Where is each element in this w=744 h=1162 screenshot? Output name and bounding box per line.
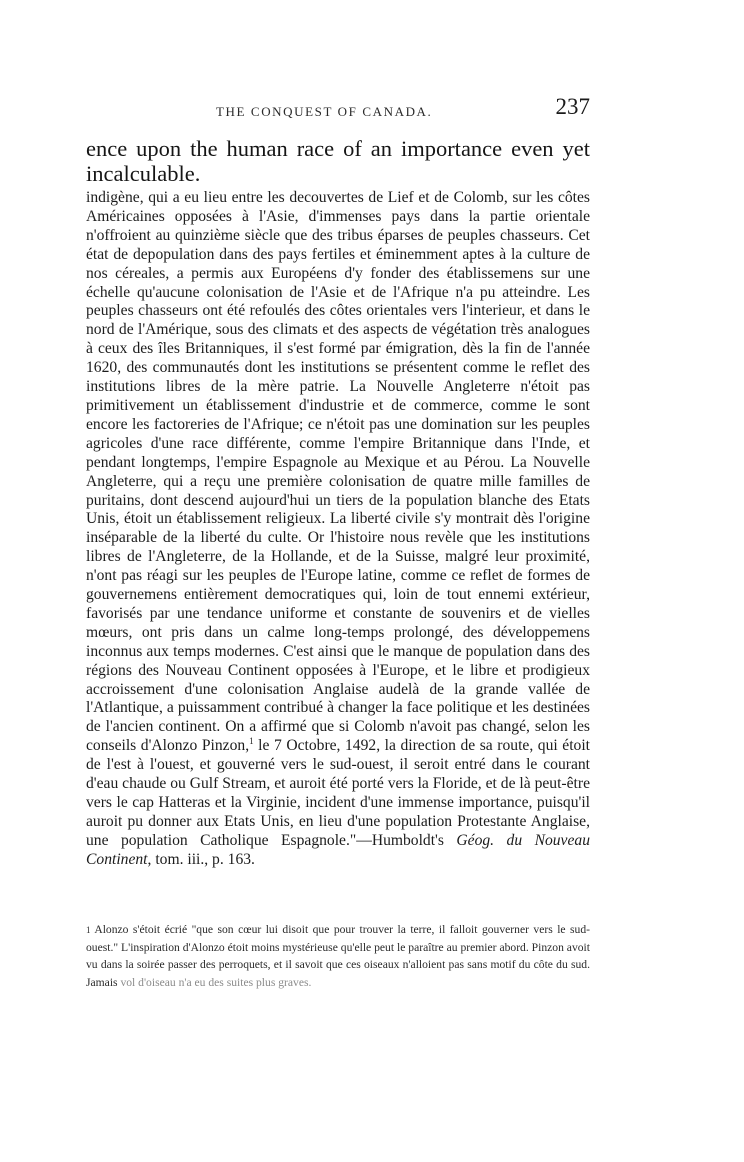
footnote-faded-line: vol d'oiseau n'a eu des suites plus graves.	[120, 975, 312, 989]
cited-work-title: Géog. du Nouveau Continent	[86, 831, 590, 868]
running-head	[86, 94, 590, 124]
running-title: THE CONQUEST OF CANADA.	[216, 104, 433, 119]
footnote	[86, 921, 590, 991]
footnote-marker: 1	[86, 925, 91, 935]
citation-tail: , tom. iii., p. 163.	[147, 850, 255, 868]
footnote-text: Alonzo s'étoit écrié "que son cœur lui disoit que pour trouver la terre, il falloit gouverner vers le sud-ouest." L'inspiration d'Alonzo étoit moins mystérieuse qu'elle peut le paraître au premier abord. Pinzon avoit vu dans la soirée passer des perroquets, et il savoit que ces oiseaux n'alloient pas sans motif du côte du sud. Jamais	[86, 923, 590, 989]
quoted-passage	[86, 189, 590, 870]
quote-text-part-1: indigène, qui a eu lieu entre les decouvertes de Lief et de Colomb, sur les côtes Américaines opposées à l'Asie, d'immenses pays dans la partie orientale n'offroient au quinzième siècle que des tribus éparses de peuples chasseurs. Cet état de depopulation dans des pays fertiles et éminemment aptes à la culture de nos céreales, a permis aux Européens d'y fonder des établissemens sur une échelle qu'aucune colonisation de l'Asie et de l'Afrique n'a pu atteindre. Les peuples chasseurs ont été refoulés des côtes orientales vers l'interieur, et dans le nord de l'Amérique, sous des climats et des aspects de végétation très analogues à ceux des îles Britanniques, il s'est formé par émigration, dès la fin de l'année 1620, des communautés dont les institutions se présentent comme le reflet des institutions libres de la mère patrie. La Nouvelle Angleterre n'étoit pas primitivement un établissement d'industrie et de commerce, comme le sont encore les factoreries de l'Afrique; ce n'étoit pas une domination sur les peuples agricoles d'une race différente, comme l'empire Britannique dans l'Inde, et pendant longtemps, l'empire Espagnole au Mexique et au Pérou. La Nouvelle Angleterre, qui a reçu une première colonisation de quatre mille familles de puritains, dont descend aujourd'hui un tiers de la population blanche des Etats Unis, étoit un établissement religieux. La liberté civile s'y montrait dès l'origine inséparable de la liberté du culte. Or l'histoire nous revèle que les institutions libres de l'Angleterre, de la Hollande, et de la Suisse, malgré leur proximité, n'ont pas réagi sur les peuples de l'Europe latine, comme ce reflet de formes de gouvernemens entièrement democratiques qui, loin de tout ennemi extérieur, favorisés par une tendance uniforme et constante de souvenirs et de vielles mœurs, ont pris dans un calme long-temps prolongé, des développemens inconnus aux temps modernes. C'est ainsi que le manque de population dans des régions des Nouveau Continent opposées à l'Europe, et le libre et prodigieux accroissement d'une colonisation Anglaise audelà de la grande vallée de l'Atlantique, a puissamment contribué à changer la face politique et les destinées de l'ancien continent. On a affirmé que si Colomb n'avoit pas changé, selon les conseils d'Alonzo Pinzon,	[86, 189, 590, 755]
footnote-reference[interactable]: 1	[249, 736, 254, 747]
page-number: 237	[555, 94, 590, 119]
lead-paragraph: ence upon the human race of an importance even yet incalculable.	[86, 136, 590, 186]
quote-text-part-2: le 7 Octobre, 1492, la direction de sa route, qui étoit de l'est à l'ouest, et gouverné vers le sud-ouest, il seroit entré dans le courant d'eau chaude ou Gulf Stream, et auroit été porté vers la Floride, et de là peut-être vers le cap Hatteras et la Virginie, incident d'une immense importance, puisqu'il auroit pu donner aux Etats Unis, en lieu d'une population Protestante Anglaise, une population Catholique Espagnole."—Humboldt's	[86, 737, 590, 849]
